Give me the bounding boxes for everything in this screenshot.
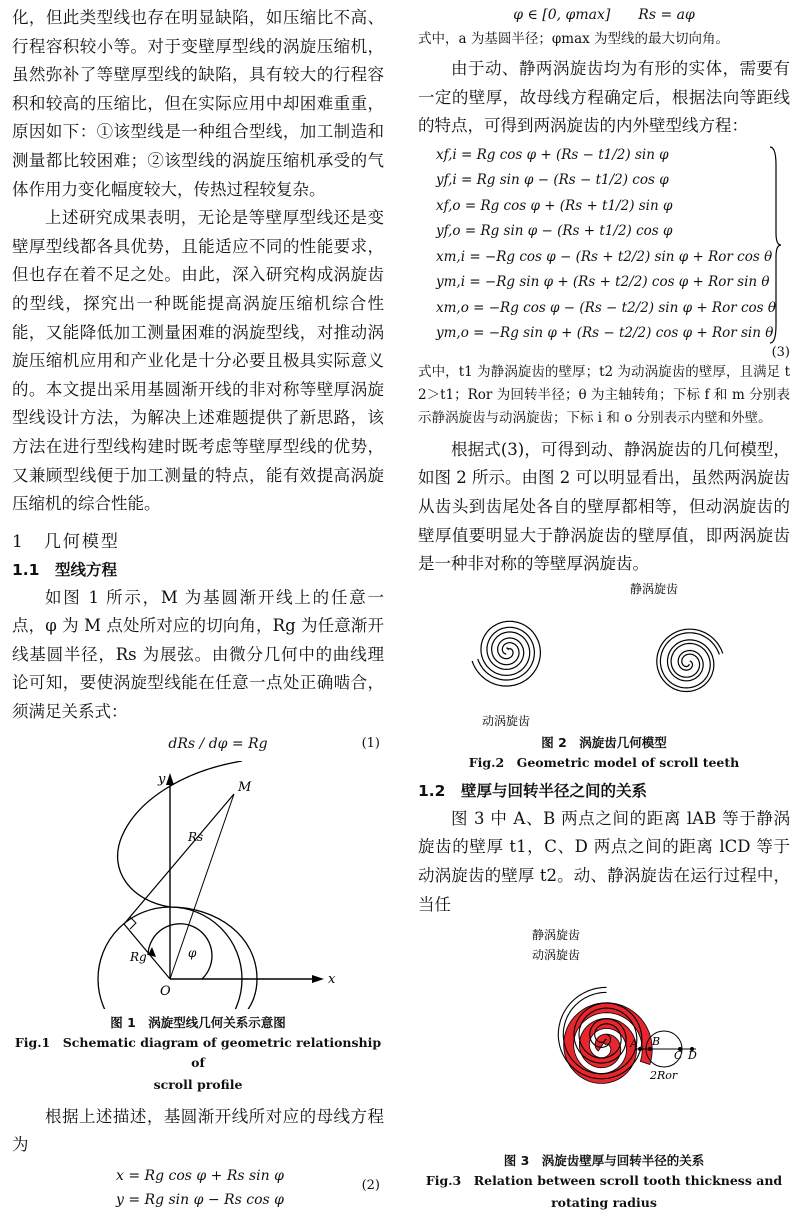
right-column bbox=[418, 0, 790, 1215]
figure-1 bbox=[12, 761, 384, 1009]
paragraph-figure1-intro: 如图 1 所示，M 为基圆渐开线上的任意一点，φ 为 M 点处所对应的切向角，Rg 为任意渐开线基圆半径，Rs 为展弦。由微分几何中的曲线理论可知，要使涡旋型线能在任意一点处正确啮合，须满足关系式： bbox=[12, 587, 384, 722]
fig1-label-m: M bbox=[238, 779, 252, 795]
equation-3-line: ym,o = −Rg sin φ + (Rs − t2/2) cos φ + Ror sin θ bbox=[436, 325, 774, 342]
equation-3-line: yf,i = Rg sin φ − (Rs − t1/2) cos φ bbox=[436, 172, 669, 189]
equation-3-line: yf,o = Rg sin φ − (Rs + t1/2) cos φ bbox=[436, 223, 673, 240]
fig2-static-scroll bbox=[657, 629, 723, 691]
fig1-y-arrow bbox=[166, 773, 174, 785]
paragraph-continuation: 化，但此类型线也存在明显缺陷，如压缩比不高、行程容积较小等。对于变壁厚型线的涡旋压缩机，虽然弥补了等壁厚型线的缺陷，具有较大的行程容积和较高的压缩比，但在实际应用中却困难重重，原因如下：①该型线是一种组合型线，加工制造和测量都比较困难；②该型线的涡旋压缩机承受的气体作用力变化幅度较大，传热过程较复杂。 bbox=[12, 8, 384, 199]
figure-3-caption-cn: 图 3 涡旋齿壁厚与回转半径的关系 bbox=[503, 1153, 705, 1169]
fig2-moving-scroll bbox=[472, 621, 540, 686]
fig1-label-rg: Rg bbox=[130, 949, 147, 964]
fig1-rs-line bbox=[124, 794, 234, 924]
section-heading-1-2: 1.2 壁厚与回转半径之间的关系 bbox=[418, 781, 647, 800]
fig3-label-moving: 动涡旋齿 bbox=[532, 948, 581, 963]
fig3-label-static: 静涡旋齿 bbox=[532, 928, 581, 943]
equation-1-body: dRs / dφ = Rg bbox=[168, 735, 268, 752]
fig1-label-rs: Rs bbox=[188, 829, 204, 844]
fig3-label-c: C bbox=[674, 1049, 683, 1063]
equation-2 bbox=[116, 1164, 384, 1216]
fig3-label-a: A bbox=[630, 1037, 638, 1051]
paragraph-wall-equations: 由于动、静两涡旋齿均为有形的实体，需要有一定的壁厚，故母线方程确定后，根据法向等距线的特点，可得到两涡旋齿的内外壁型线方程： bbox=[418, 59, 790, 136]
figure-1-caption-en-line1: Fig.1 Schematic diagram of geometric relationship of bbox=[14, 1034, 382, 1070]
equation-3-line: xf,i = Rg cos φ + (Rs − t1/2) sin φ bbox=[436, 146, 669, 163]
fig1-label-y: y bbox=[158, 771, 166, 787]
fig2-label-moving: 动涡旋齿 bbox=[482, 713, 531, 728]
fig3-label-b: B bbox=[652, 1035, 661, 1049]
fig1-label-x: x bbox=[328, 971, 336, 987]
section-heading-1-1: 1.1 型线方程 bbox=[12, 560, 117, 579]
equation-3-line: xm,o = −Rg cos φ − (Rs − t2/2) sin φ + Ror cos θ bbox=[436, 299, 777, 316]
figure-1-caption-cn: 图 1 涡旋型线几何关系示意图 bbox=[110, 1014, 286, 1030]
note-base-radius: 式中，a 为基圆半径；φmax 为型线的最大切向角。 bbox=[418, 31, 730, 47]
section-heading-1: 1 几何模型 bbox=[12, 531, 120, 552]
equation-3-line: xf,o = Rg cos φ + (Rs + t1/2) sin φ bbox=[436, 197, 673, 214]
left-column bbox=[12, 0, 384, 1216]
fig3-point-a bbox=[638, 1047, 642, 1051]
figure-3-caption-en-line2: rotating radius bbox=[551, 1195, 657, 1211]
fig1-involute-curve bbox=[118, 761, 257, 1009]
fig1-label-phi: φ bbox=[188, 945, 197, 960]
fig1-x-arrow bbox=[312, 975, 324, 983]
figure-3 bbox=[418, 919, 790, 1147]
fig1-m-o-line bbox=[170, 794, 234, 979]
fig3-label-d: D bbox=[688, 1049, 697, 1063]
figure-2 bbox=[418, 579, 790, 731]
paragraph-thickness: 图 3 中 A、B 两点之间的距离 lAB 等于静涡旋齿的壁厚 t1，C、D 两点之间的距离 lCD 等于动涡旋齿的壁厚 t2。动、静涡旋齿在运行过程中，当任 bbox=[418, 808, 790, 914]
equation-3-brace bbox=[768, 145, 782, 345]
figure-2-caption-en: Fig.2 Geometric model of scroll teeth bbox=[468, 754, 740, 770]
note-symbols: 式中，t1 为静涡旋齿的壁厚；t2 为动涡旋齿的壁厚，且满足 t2＞t1；Ror 为回转半径；θ 为主轴转角；下标 f 和 m 分别表示静涡旋齿与动涡旋齿；下标 i 和 o 分别表示内壁和外壁。 bbox=[418, 363, 790, 426]
equation-range: φ ∈ [0, φmax] Rs = aφ bbox=[513, 7, 695, 23]
figure-1-caption-en-line2: scroll profile bbox=[153, 1076, 243, 1092]
paragraph-figure2: 根据式(3)，可得到动、静涡旋齿的几何模型，如图 2 所示。由图 2 可以明显看出，虽然两涡旋齿从齿头到齿尾处各自的壁厚都相等，但动涡旋齿的壁厚值要明显大于静涡旋齿的壁厚值，即两涡旋齿是一种非对称的等壁厚涡旋齿。 bbox=[418, 439, 790, 574]
equation-1 bbox=[52, 727, 384, 761]
equation-3-line: ym,i = −Rg sin φ + (Rs + t2/2) cos φ + Ror sin θ bbox=[436, 274, 770, 291]
fig1-label-o: O bbox=[160, 983, 171, 999]
fig3-label-ror: 2Ror bbox=[650, 1069, 678, 1083]
figure-2-caption-cn: 图 2 涡旋齿几何模型 bbox=[541, 734, 667, 750]
equation-2-line-y: y = Rg sin φ − Rs cos φ bbox=[116, 1191, 284, 1208]
equation-2-number: (2) bbox=[361, 1177, 380, 1193]
equation-2-line-x: x = Rg cos φ + Rs sin φ bbox=[116, 1167, 284, 1184]
paragraph-generatrix: 根据上述描述，基圆渐开线所对应的母线方程为 bbox=[12, 1106, 384, 1155]
equation-1-number: (1) bbox=[361, 735, 380, 751]
equation-3-line: xm,i = −Rg cos φ − (Rs + t2/2) sin φ + Ror cos θ bbox=[436, 248, 773, 265]
figure-3-caption-en-line1: Fig.3 Relation between scroll tooth thickness and bbox=[425, 1173, 783, 1189]
equation-3-block bbox=[436, 143, 790, 351]
paragraph-summary: 上述研究成果表明，无论是等壁厚型线还是变壁厚型线都各具优势，且能适应不同的性能要求，但也存在着不足之处。由此，深入研究构成涡旋齿的型线，探究出一种既能提高涡旋压缩机综合性能，又能降低加工测量困难的涡旋型线，对推动涡旋压缩机应用和产业化是十分必要且极具实际意义的。本文提出采用基圆渐开线的非对称等壁厚涡旋型线设计方法，为解决上述难题提供了新思路，该方法在进行型线构建时既考虑等壁厚型线的优势，又兼顾型线便于加工测量的特点，能有效提高涡旋压缩机的综合性能。 bbox=[12, 208, 384, 514]
equation-3-number: (3) bbox=[771, 344, 790, 360]
fig2-label-static: 静涡旋齿 bbox=[630, 581, 679, 596]
